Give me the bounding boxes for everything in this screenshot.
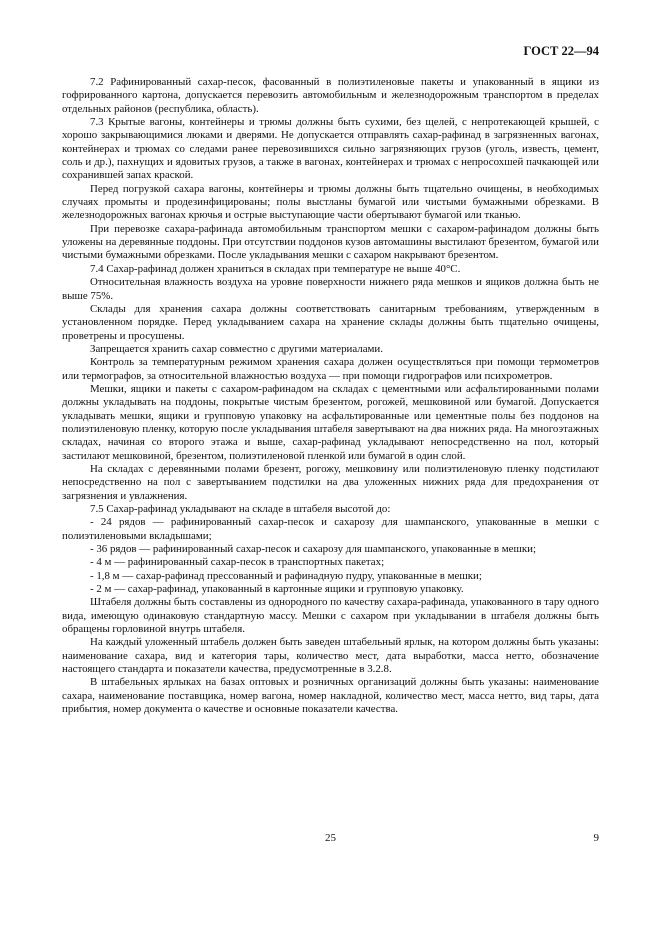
paragraph: На складах с деревянными полами брезент, рогожу, мешковину или полиэтиленовую пленку подстилают непосредственно на пол с завертыванием подстилки на два уложенных нижних ряда для предохранения от загрязнения и увлажнения. — [62, 462, 599, 502]
list-item: - 24 рядов — рафинированный сахар-песок и сахарозу для шампанского, упакованные в мешки с полиэтиленовыми вкладышами; — [62, 516, 599, 542]
paragraph: Относительная влажность воздуха на уровне поверхности нижнего ряда мешков и ящиков должна быть не выше 75%. — [62, 276, 599, 302]
list-item: - 2 м — сахар-рафинад, упакованный в картонные ящики и групповую упаковку. — [90, 583, 464, 596]
paragraph: Штабеля должны быть составлены из однородного по качеству сахара-рафинада, упакованного в тару одного вида, имеющую одинаковую стандартную массу. Мешки с сахаром при укладывании в штабеля должны быть обращены горловиной внутрь штабеля. — [62, 596, 599, 636]
document-header: ГОСТ 22—94 — [523, 44, 599, 58]
paragraph: Склады для хранения сахара должны соответствовать санитарным требованиям, утвержденным в установленном порядке. Перед укладыванием сахара на хранение склады должны быть тщательно очищены, проветрены и просушены. — [62, 302, 599, 342]
paragraph: Мешки, ящики и пакеты с сахаром-рафинадом на складах с цементными или асфальтированными полами должны укладывать на поддоны, покрытые чистым брезентом, рогожей, мешковиной или бумагой. Допускается укладывать мешки, ящики и групповую упаковку на асфальтированные или цементные полы без поддонов на полиэтиленовую пленку, которую после укладывания штабеля завертывают на два нижних ряда. На многоэтажных складах, начиная со второго этажа и выше, сахар-рафинад укладывают непосредственно на пол, который застилают мешковиной, брезентом, полиэтиленовой пленкой или бумагой в один слой. — [62, 382, 599, 462]
paragraph-7-5: 7.5 Сахар-рафинад укладывают на складе в штабеля высотой до: — [90, 503, 391, 515]
paragraph: На каждый уложенный штабель должен быть заведен штабельный ярлык, на котором должны быть указаны: наименование сахара, вид и категория тары, количество мест, дата выработки, масса нетто, обозначение настоящего стандарта и показатели качества, предусмотренные в 3.2.8. — [62, 636, 599, 676]
list-item: - 4 м — рафинированный сахар-песок в транспортных пакетах; — [90, 556, 385, 569]
paragraph-7-2: 7.2 Рафинированный сахар-песок, фасованный в полиэтиленовые пакеты и упакованный в ящики из гофрированного картона, допускается перевозить автомобильным и железнодорожным транспортом в пределах отдельных районов (республика, область). — [62, 76, 599, 115]
paragraph-7-4: 7.4 Сахар-рафинад должен храниться в складах при температуре не выше 40°С. — [90, 262, 461, 275]
paragraph: Контроль за температурным режимом хранения сахара должен осуществляться при помощи термометров или термографов, за относительной влажностью воздуха — при помощи гидрографов или психрометров. — [62, 356, 599, 382]
page-number-right: 9 — [593, 832, 599, 844]
paragraph: Перед погрузкой сахара вагоны, контейнеры и трюмы должны быть тщательно очищены, в необходимых случаях промыты и продезинфицированы; полы выстланы бумагой или чистыми бумажными обрезками. В железнодорожных вагонах крючья и острые выступающие части обертывают бумагой или тканью. — [62, 182, 599, 222]
paragraph: При перевозке сахара-рафинада автомобильным транспортом мешки с сахаром-рафинадом должны быть уложены на деревянные поддоны. При отсутствии поддонов кузов автомашины выстилают брезентом, бумагой или чистыми бумажными обрезками. После укладывания мешки с сахаром накрывают брезентом. — [62, 222, 599, 262]
paragraph: Запрещается хранить сахар совместно с другими материалами. — [90, 342, 383, 355]
list-item: - 36 рядов — рафинированный сахар-песок и сахарозу для шампанского, упакованные в мешки; — [90, 543, 536, 556]
list-item: - 1,8 м — сахар-рафинад прессованный и рафинадную пудру, упакованные в мешки; — [90, 569, 482, 582]
paragraph-7-3: 7.3 Крытые вагоны, контейнеры и трюмы должны быть сухими, без щелей, с непротекающей крышей, с хорошо закрывающимися люками и дверями. Не допускается отправлять сахар-рафинад в загрязненных вагонах, контейнерах и трюмах со следами ранее перевозившихся сильно загрязняющих грузов (уголь, известь, цемент, соль и др.), пахнущих и ядовитых грузов, а также в вагонах, контейнерах и трюмах с непросохшей пачкающей или сохранившей запах краской. — [62, 116, 599, 182]
document-body — [62, 76, 599, 717]
paragraph: В штабельных ярлыках на базах оптовых и розничных организаций должны быть указаны: наименование сахара, наименование поставщика, номер вагона, номер накладной, количество мест, масса нетто, вид тары, дата прибытия, номер документа о качестве и основные показатели качества. — [62, 676, 599, 716]
page-number-center: 25 — [325, 832, 336, 844]
